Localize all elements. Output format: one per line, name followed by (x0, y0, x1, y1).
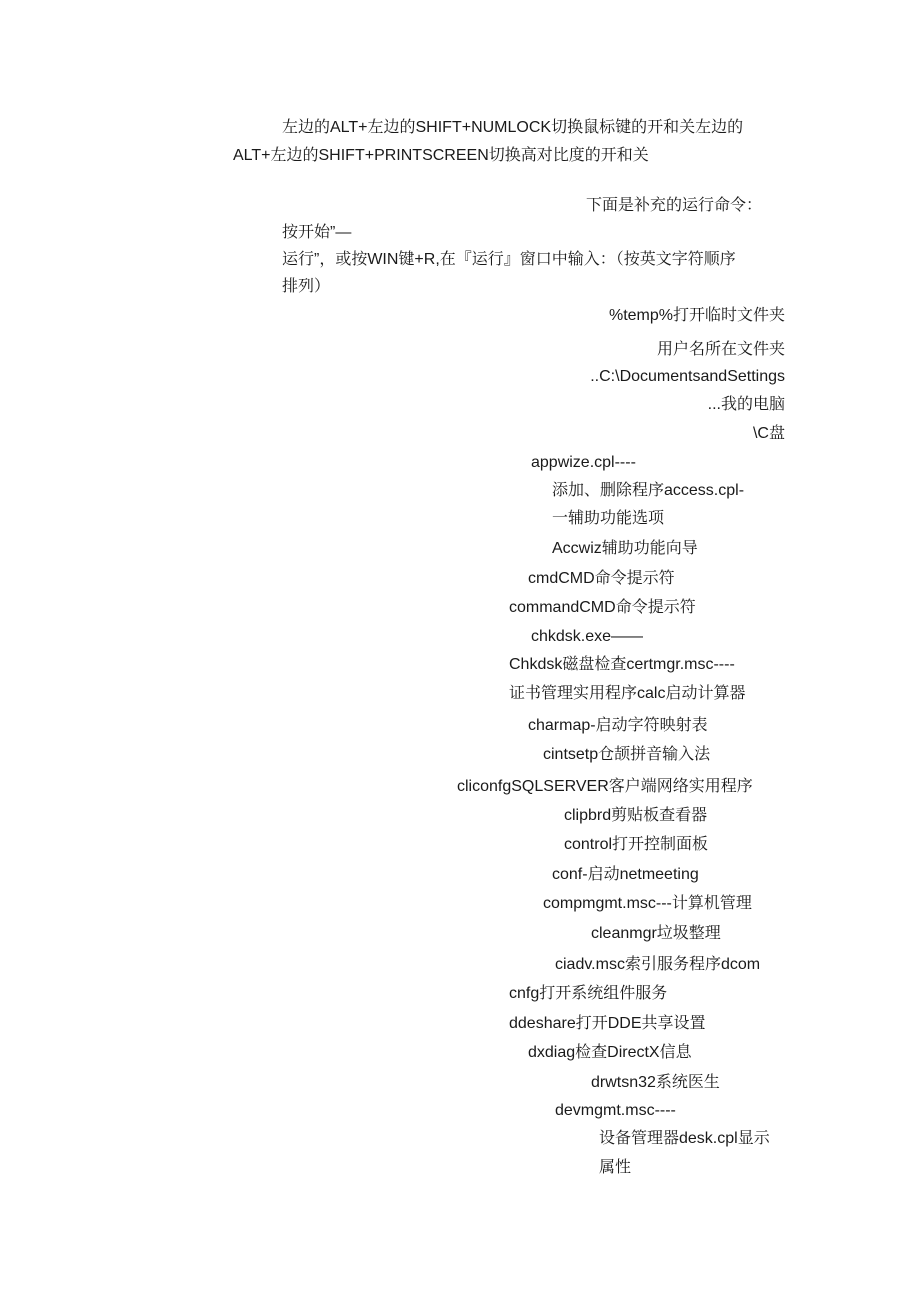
command-line: 用户名所在文件夹 (656, 341, 785, 358)
command-line: appwize.cpl---- (531, 454, 636, 471)
command-line: chkdsk.exe—— (531, 628, 644, 645)
intro-line1: 按开始”— (282, 224, 352, 241)
command-line: cintsetp仓颉拼音输入法 (543, 746, 711, 763)
command-line: 设备管理器desk.cpl显示 (599, 1130, 770, 1147)
command-line: commandCMD命令提示符 (509, 599, 696, 616)
intro-line3: 排列） (282, 278, 331, 295)
intro-line2: 运行”，或按WIN键+R,在『运行』窗口中输入：（按英文字符顺序 (282, 251, 736, 268)
command-line: dxdiag检查DirectX信息 (528, 1044, 692, 1061)
command-line: devmgmt.msc---- (555, 1102, 676, 1119)
command-line: compmgmt.msc---计算机管理 (543, 895, 752, 912)
command-line: cliconfgSQLSERVER客户端网络实用程序 (457, 778, 753, 795)
command-line: \C盘 (752, 425, 785, 442)
command-line: 属性 (599, 1159, 632, 1176)
command-line: 一辅助功能选项 (552, 510, 665, 527)
command-line: 证书管理实用程序calc启动计算器 (509, 685, 746, 702)
command-line: clipbrd剪贴板查看器 (564, 807, 708, 824)
command-line: Accwiz辅助功能向导 (552, 540, 698, 557)
command-line: ..C:\DocumentsandSettings (590, 368, 785, 385)
command-line: ciadv.msc索引服务程序dcom (555, 956, 761, 973)
command-line: drwtsn32系统医生 (591, 1074, 720, 1091)
command-line: ddeshare打开DDE共享设置 (509, 1015, 706, 1032)
para1-line2: ALT+左边的SHIFT+PRINTSCREEN切换高对比度的开和关 (233, 147, 649, 164)
command-line: cleanmgr垃圾整理 (591, 925, 721, 942)
command-line: 添加、删除程序access.cpl- (552, 482, 745, 499)
command-line: Chkdsk磁盘检查certmgr.msc---- (509, 656, 735, 673)
command-line: conf-启动netmeeting (552, 866, 699, 883)
command-line: cmdCMD命令提示符 (528, 570, 675, 587)
command-line: %temp%打开临时文件夹 (608, 307, 785, 324)
supplement-heading: 下面是补充的运行命令： (586, 197, 763, 214)
para1-line1: 左边的ALT+左边的SHIFT+NUMLOCK切换鼠标键的开和关左边的 (282, 119, 744, 136)
command-line: charmap-启动字符映射表 (528, 717, 708, 734)
command-line: cnfg打开系统组件服务 (509, 985, 668, 1002)
command-line: control打开控制面板 (564, 836, 709, 853)
command-line: ...我的电脑 (707, 396, 785, 413)
